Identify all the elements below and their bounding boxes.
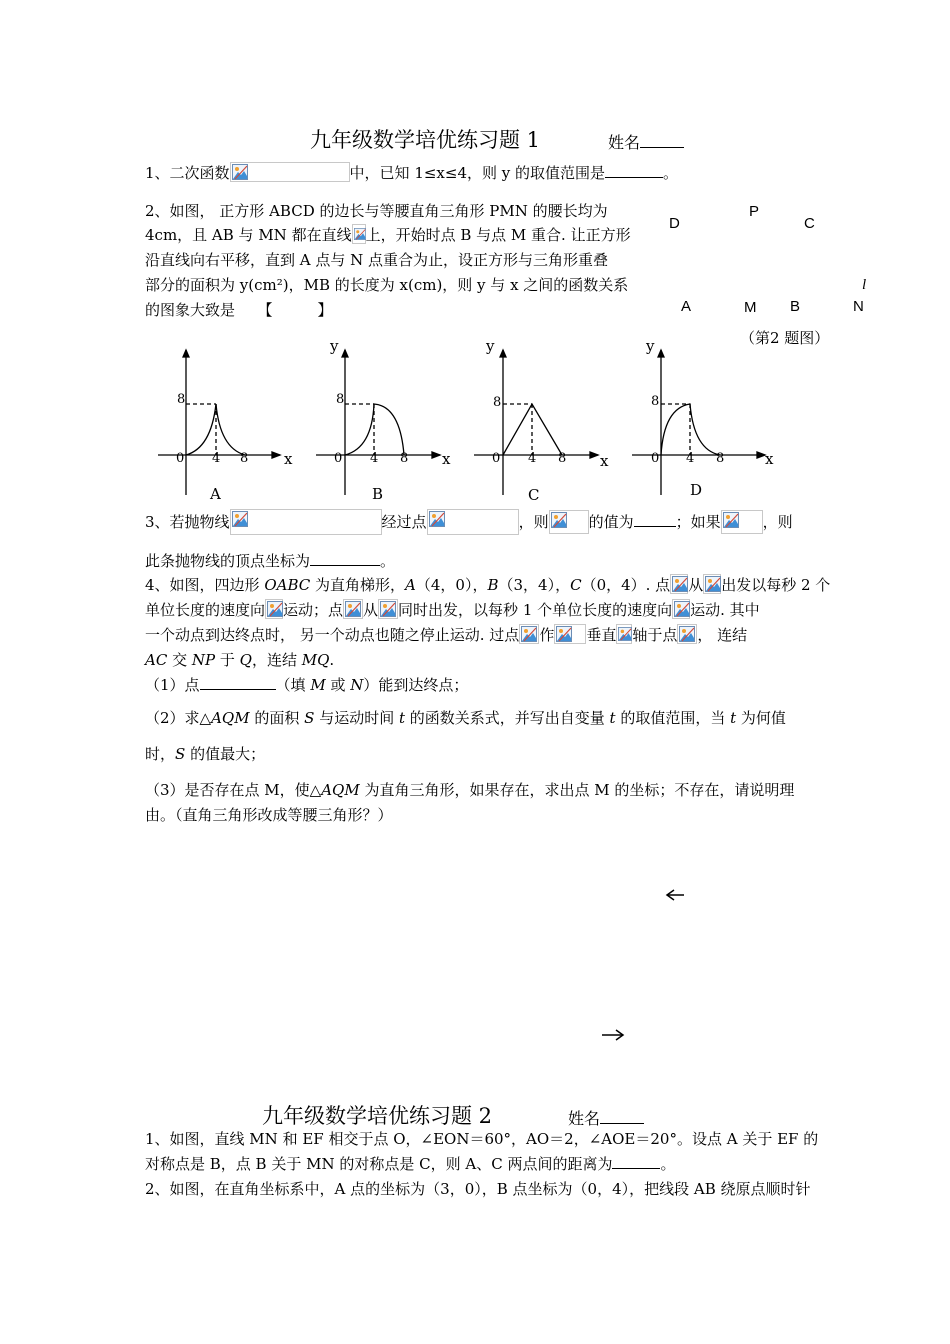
figure-label-D: D bbox=[669, 215, 680, 232]
broken-image-icon bbox=[674, 601, 690, 617]
graph-A-origin: 0 bbox=[176, 451, 185, 466]
graph-A-y-tick: 8 bbox=[177, 392, 186, 407]
graph-D-x-tick: 4 bbox=[686, 451, 695, 466]
broken-image-icon bbox=[232, 511, 248, 527]
question-2-line: 沿直线向右平移，直到 A 点与 N 点重合为止，设正方形与三角形重叠 bbox=[145, 251, 609, 269]
name-label: 姓名 bbox=[568, 1106, 644, 1129]
question-2-line: 部分的面积为 y(cm²)，MB 的长度为 x(cm)，则 y 与 x 之间的函数关系 bbox=[145, 276, 629, 294]
graph-A-x-axis: x bbox=[284, 450, 293, 468]
figure-caption: （第2 题图） bbox=[740, 329, 830, 347]
graph-C-x-tick: 8 bbox=[558, 451, 567, 466]
name-label: 姓名 bbox=[608, 130, 684, 153]
graph-C-x-tick: 4 bbox=[528, 451, 537, 466]
figure-label-P: P bbox=[749, 203, 760, 220]
formula-image bbox=[549, 510, 589, 534]
question-2-line: 4cm，且 AB 与 MN 都在直线 上，开始时点 B 与点 M 重合. 让正方形 bbox=[145, 226, 631, 244]
formula-image bbox=[352, 224, 366, 244]
question-3-line2: 此条抛物线的顶点坐标为 。 bbox=[145, 552, 396, 570]
graph-D-label: D bbox=[690, 481, 703, 499]
broken-image-icon bbox=[521, 626, 537, 642]
broken-image-icon bbox=[551, 512, 567, 528]
graph-A-label: A bbox=[210, 485, 221, 503]
question-4-part-1: （1）点 （填 M 或 N）能到达终点； bbox=[145, 676, 469, 694]
graph-B-x-axis: x bbox=[442, 450, 451, 468]
formula-image bbox=[343, 599, 363, 619]
graph-B-label: B bbox=[372, 485, 384, 503]
formula-image bbox=[703, 574, 721, 594]
graph-A-x-tick: 8 bbox=[240, 451, 249, 466]
graph-D-origin: 0 bbox=[651, 451, 660, 466]
formula-image bbox=[616, 624, 632, 644]
formula-image bbox=[677, 624, 697, 644]
graph-D bbox=[632, 350, 765, 495]
graph-B-x-tick: 8 bbox=[400, 451, 409, 466]
page-2-question-1: 1、如图，直线 MN 和 EF 相交于点 O，∠EON＝60°，AO＝2，∠AOE＝20°。设点 A 关于 EF 的 bbox=[145, 1130, 819, 1148]
formula-image bbox=[230, 162, 350, 182]
question-4-line: 单位长度的速度向 运动；点 从 同时出发，以每秒 1 个单位长度的速度向 运动. 其中 bbox=[145, 601, 760, 619]
broken-image-icon bbox=[705, 576, 721, 592]
graph-C bbox=[474, 350, 598, 495]
question-1: 1、二次函数 中，已知 1≤x≤4，则 y 的取值范围是 。 bbox=[145, 164, 679, 182]
broken-image-icon bbox=[429, 511, 445, 527]
broken-image-icon bbox=[345, 601, 361, 617]
question-4-part-3: （3）是否存在点 M，使△AQM 为直角三角形，如果存在，求出点 M 的坐标；不存在，请说明理 bbox=[145, 781, 795, 799]
graph-D-x-tick: 8 bbox=[716, 451, 725, 466]
graph-C-y-tick: 8 bbox=[493, 395, 502, 410]
graph-D-y-tick: 8 bbox=[651, 394, 660, 409]
broken-image-icon bbox=[679, 626, 695, 642]
right-arrow-icon bbox=[600, 1028, 626, 1042]
broken-image-icon bbox=[267, 601, 283, 617]
graph-A-x-tick: 4 bbox=[212, 451, 221, 466]
question-4-part-2-line2: 时，S 的值最大； bbox=[145, 745, 266, 763]
formula-image bbox=[554, 624, 586, 644]
graph-C-x-axis: x bbox=[600, 452, 609, 470]
formula-image bbox=[721, 510, 763, 534]
graph-D-x-axis: x bbox=[765, 450, 774, 468]
left-arrow-icon bbox=[664, 888, 686, 902]
graph-D-y-axis: y bbox=[646, 337, 655, 355]
page-title: 九年级数学培优练习题 1 bbox=[310, 128, 541, 152]
broken-image-icon bbox=[354, 226, 366, 242]
graph-A bbox=[158, 350, 280, 495]
question-4-line: AC 交 NP 于 Q，连结 MQ. bbox=[145, 651, 335, 669]
question-4-line: 一个动点到达终点时， 另一个动点也随之停止运动. 过点 作 垂直 轴于点 ， 连结 bbox=[145, 626, 748, 644]
figure-label-A: A bbox=[681, 298, 692, 315]
question-2-line: 的图象大致是 【 】 bbox=[145, 301, 333, 319]
question-4-line: 4、如图，四边形 OABC 为直角梯形，A（4，0），B（3，4），C（0，4）. 点 从 出发以每秒 2 个 bbox=[145, 576, 831, 594]
formula-image bbox=[230, 509, 382, 535]
graph-B-x-tick: 4 bbox=[370, 451, 379, 466]
figure-label-M: M bbox=[744, 299, 757, 316]
figure-label-l: l bbox=[862, 277, 867, 293]
formula-image bbox=[670, 574, 688, 594]
formula-image bbox=[265, 599, 283, 619]
question-2-line: 2、如图， 正方形 ABCD 的边长与等腰直角三角形 PMN 的腰长均为 bbox=[145, 202, 608, 220]
figure-label-C: C bbox=[804, 215, 815, 232]
formula-image bbox=[519, 624, 539, 644]
figure-label-N: N bbox=[853, 298, 864, 315]
broken-image-icon bbox=[232, 164, 248, 180]
broken-image-icon bbox=[618, 626, 632, 642]
broken-image-icon bbox=[556, 626, 572, 642]
formula-image bbox=[378, 599, 398, 619]
broken-image-icon bbox=[723, 512, 739, 528]
page-2-title: 九年级数学培优练习题 2 bbox=[262, 1104, 493, 1128]
graph-C-origin: 0 bbox=[492, 451, 501, 466]
question-4-part-3-line2: 由。（直角三角形改成等腰三角形？） bbox=[145, 806, 393, 824]
graph-C-label: C bbox=[528, 486, 540, 504]
broken-image-icon bbox=[380, 601, 396, 617]
graph-B-y-axis: y bbox=[330, 337, 339, 355]
question-3: 3、若抛物线 经过点 ，则 的值为 ；如果 ，则 bbox=[145, 509, 793, 535]
broken-image-icon bbox=[672, 576, 688, 592]
graph-B bbox=[316, 350, 440, 495]
page-2-question-1-line2: 对称点是 B，点 B 关于 MN 的对称点是 C，则 A、C 两点间的距离为 。 bbox=[145, 1155, 676, 1173]
formula-image bbox=[427, 509, 519, 535]
question-4-part-2: （2）求△AQM 的面积 S 与运动时间 t 的函数关系式，并写出自变量 t 的取值范围，当 t 为何值 bbox=[145, 709, 786, 727]
graph-B-origin: 0 bbox=[334, 451, 343, 466]
figure-label-B: B bbox=[790, 298, 801, 315]
graph-C-y-axis: y bbox=[486, 337, 495, 355]
graph-B-y-tick: 8 bbox=[336, 392, 345, 407]
answer-graphs bbox=[0, 330, 950, 510]
formula-image bbox=[672, 599, 690, 619]
page-2-question-2: 2、如图，在直角坐标系中，A 点的坐标为（3，0），B 点坐标为（0，4），把线段 AB 绕原点顺时针 bbox=[145, 1180, 811, 1198]
